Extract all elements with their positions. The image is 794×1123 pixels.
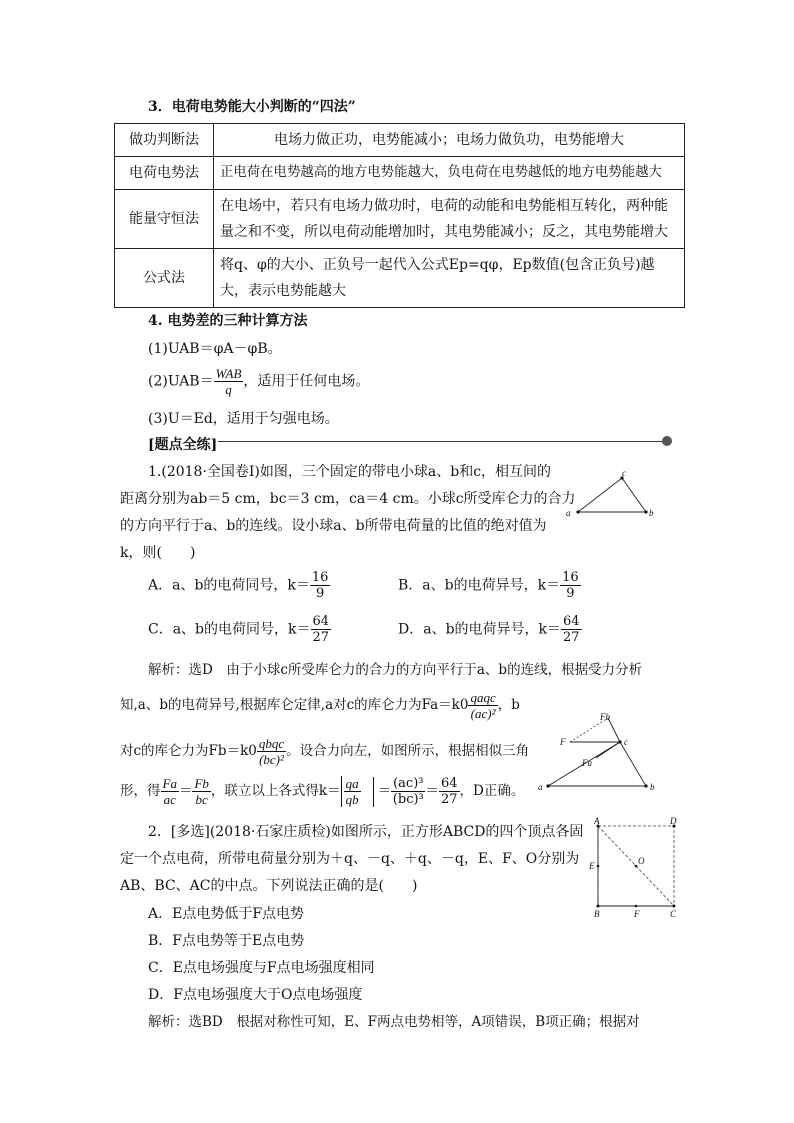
fraction-den: (ac)² bbox=[470, 706, 496, 721]
fraction-num: qaqc bbox=[470, 690, 496, 705]
q1-solution-3 bbox=[120, 736, 529, 767]
fig2-label-f: F bbox=[560, 737, 566, 747]
fraction-den: 27 bbox=[312, 630, 330, 645]
fraction bbox=[468, 690, 497, 721]
section-heading-4: 4. 电势差的三种计算方法 bbox=[148, 313, 308, 329]
fraction bbox=[214, 366, 244, 397]
method-line-1: (1)UAB＝φA－φB。 bbox=[148, 341, 282, 357]
fig2-label-c: c bbox=[624, 737, 628, 747]
fig3-label-o: O bbox=[638, 856, 645, 866]
q2-line-1: 2．[多选](2018·石家庄质检)如图所示，正方形ABCD的四个顶点各固 bbox=[148, 824, 584, 840]
fraction bbox=[560, 570, 581, 601]
fig2-label-b: b bbox=[650, 782, 655, 792]
text: ，联立以上各式得k＝ bbox=[210, 783, 341, 799]
fraction-den: ac bbox=[163, 792, 176, 807]
fraction bbox=[192, 776, 210, 807]
methods-table bbox=[114, 123, 685, 308]
table-row bbox=[115, 124, 685, 157]
q1-line-4: k，则( ) bbox=[120, 545, 196, 561]
q1-option-c[interactable] bbox=[148, 614, 331, 645]
fig3-label-e: E bbox=[589, 861, 595, 871]
q2-line-3: AB、BC、AC的中点。下列说法正确的是( ) bbox=[120, 878, 418, 894]
abs-bar bbox=[373, 777, 374, 807]
q2-option-a[interactable]: A．E点电势低于F点电势 bbox=[148, 906, 305, 922]
method2-post: ，适用于任何电场。 bbox=[243, 373, 370, 390]
fig3-label-b: B bbox=[594, 909, 600, 919]
fraction-den: q bbox=[225, 382, 232, 397]
q1-solution-4: 形，得 $\frac{Fa}{ac}$ ＝ $\frac{Fb}{bc}$ ，联立以上各式得k＝ $\frac{qa}{qb}$ ＝ $\frac{\text{(ac)³}}{\text{(bc)³}}$ ＝ $\frac{64}{27}$ ，D正确。 bbox=[120, 776, 525, 807]
fraction bbox=[161, 776, 179, 807]
fraction-den: bc bbox=[195, 792, 208, 807]
fraction bbox=[391, 776, 425, 807]
table-row bbox=[115, 157, 685, 190]
q2-line-2: 定一个点电荷，所带电荷量分别为＋q、－q、＋q、－q，E、F、O分别为 bbox=[120, 851, 580, 867]
q1-option-d[interactable] bbox=[398, 614, 582, 645]
method-desc: 电场力做正功，电势能减小；电场力做负功，电势能增大 bbox=[214, 124, 685, 157]
method-name: 能量守恒法 bbox=[115, 190, 214, 249]
q1-line-3: 的方向平行于a、b的连线。设小球a、b所带电荷量的比值的绝对值为 bbox=[120, 518, 547, 534]
q2-option-c[interactable]: C．E点电场强度与F点电场强度相同 bbox=[148, 960, 375, 976]
fig3-label-d: D bbox=[670, 816, 677, 826]
q1-option-a[interactable] bbox=[148, 570, 330, 601]
q1-option-b[interactable] bbox=[398, 570, 581, 601]
method-desc: 将q、φ的大小、正负号一起代入公式Ep=qφ，Ep数值(包含正负号)越大，表示电势能越大 bbox=[214, 249, 685, 308]
q1-solution-1: 解析：选D 由于小球c所受库仑力的合力的方向平行于a、b的连线，根据受力分析 bbox=[148, 662, 643, 678]
method-desc: 正电荷在电势越高的地方电势能越大，负电荷在电势越低的地方电势能越大 bbox=[214, 157, 685, 190]
fraction-den: 27 bbox=[440, 792, 458, 807]
practice-label: [题点全练] bbox=[148, 437, 218, 453]
fig3-label-c: C bbox=[670, 909, 677, 919]
fraction-num: 16 bbox=[562, 570, 579, 585]
fig3-label-a: A bbox=[594, 816, 600, 826]
fraction bbox=[311, 614, 332, 645]
section-heading-3: 3．电荷电势能大小判断的“四法” bbox=[148, 99, 356, 115]
fraction-num: 64 bbox=[563, 614, 580, 629]
divider-line bbox=[218, 441, 666, 442]
fraction-num: qa bbox=[345, 776, 359, 791]
method-desc: 在电场中，若只有电场力做功时，电荷的动能和电势能相互转化，两种能量之和不变，所以电荷动能增加时，其电势能减小；反之，其电势能增大 bbox=[214, 190, 685, 249]
text: ，D正确。 bbox=[459, 783, 525, 799]
fraction-den: (bc)² bbox=[259, 752, 284, 767]
fraction-den: 27 bbox=[563, 630, 580, 645]
q1-line-2: 距离分别为ab＝5 cm，bc＝3 cm，ca＝4 cm。小球c所受库仑力的合力 bbox=[120, 491, 576, 507]
text: 。设合力向左，如图所示，根据相似三角 bbox=[286, 743, 530, 759]
q1-solution-2 bbox=[120, 690, 520, 721]
fraction bbox=[439, 776, 460, 807]
fraction-den: (bc)³ bbox=[392, 792, 424, 807]
fraction-den: qb bbox=[345, 792, 359, 807]
text: 对c的库仑力为Fb＝k0 bbox=[120, 743, 257, 759]
fraction-num: WAB bbox=[215, 366, 242, 381]
q1-line-1: 1.(2018·全国卷Ⅰ)如图，三个固定的带电小球a、b和c，相互间的 bbox=[148, 464, 552, 480]
text: ＝ bbox=[178, 783, 193, 799]
method-name: 公式法 bbox=[115, 249, 214, 308]
option-text: A．a、b的电荷同号，k＝ bbox=[148, 577, 310, 594]
text: 知,a、b的电荷异号,根据库仑定律,a对c的库仑力为Fa＝k0 bbox=[120, 697, 469, 713]
fig2-label-fb: Fb bbox=[600, 712, 610, 722]
table-row bbox=[115, 249, 685, 308]
method2-pre: (2)UAB＝ bbox=[148, 373, 214, 390]
fig1-label-b: b bbox=[649, 508, 654, 518]
method-name: 电荷电势法 bbox=[115, 157, 214, 190]
fraction-num: (ac)³ bbox=[393, 776, 424, 791]
fig3-label-f: F bbox=[634, 909, 640, 919]
text: ，b bbox=[497, 697, 520, 713]
fraction-num: Fa bbox=[162, 776, 177, 791]
table-row bbox=[115, 190, 685, 249]
fig2-label-a: a bbox=[538, 782, 543, 792]
fraction-num: 64 bbox=[440, 776, 458, 791]
fraction-num: Fb bbox=[194, 776, 209, 791]
fraction bbox=[561, 614, 582, 645]
q2-option-d[interactable]: D．F点电场强度大于O点电场强度 bbox=[148, 987, 363, 1003]
method-line-3: (3)U＝Ed，适用于匀强电场。 bbox=[148, 411, 339, 427]
fraction-den: 9 bbox=[316, 586, 325, 601]
square-figure bbox=[586, 816, 686, 922]
fig2-label-fa: Fa bbox=[582, 758, 592, 768]
method-name: 做功判断法 bbox=[115, 124, 214, 157]
fraction bbox=[344, 776, 361, 807]
fraction-num: 16 bbox=[311, 570, 329, 585]
option-text: B．a、b的电荷异号，k＝ bbox=[398, 577, 561, 594]
fraction-num: 64 bbox=[312, 614, 330, 629]
divider-dot-icon bbox=[662, 436, 672, 446]
option-text: C．a、b的电荷同号，k＝ bbox=[148, 621, 311, 638]
fraction bbox=[257, 736, 286, 767]
q2-solution-1: 解析：选BD 根据对称性可知，E、F两点电势相等，A项错误，B项正确；根据对 bbox=[148, 1014, 640, 1030]
option-text: D．a、b的电荷异号，k＝ bbox=[398, 621, 562, 638]
fig1-label-a: a bbox=[566, 508, 571, 518]
fraction-den: 9 bbox=[566, 586, 575, 601]
force-figure bbox=[536, 712, 656, 794]
triangle-figure bbox=[560, 470, 660, 520]
method-line-2 bbox=[148, 366, 369, 397]
abs-bar bbox=[341, 776, 373, 807]
fig1-label-c: c bbox=[622, 470, 626, 478]
q2-option-b[interactable]: B．F点电势等于E点电势 bbox=[148, 933, 305, 949]
fraction bbox=[310, 570, 331, 601]
text: 形，得 bbox=[120, 783, 161, 799]
fraction-num: qbqc bbox=[258, 736, 285, 751]
